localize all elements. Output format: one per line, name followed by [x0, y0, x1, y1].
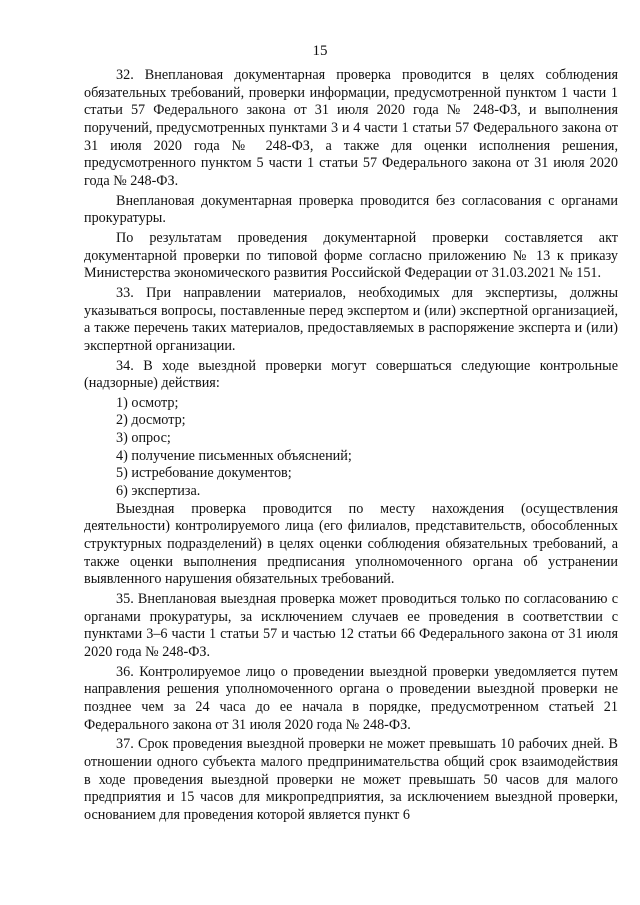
paragraph-37: 37. Срок проведения выездной проверки не может превышать 10 рабочих дней. В отношении одного субъекта малого предпринимательства общий срок взаимодействия в ходе проведения выездной проверки не может превышать 50 часов для малого предприятия и 15 часов для микропредприятия, за исключением выездной проверки, основанием для проведения которой является пункт 6	[84, 736, 618, 823]
paragraph-36: 36. Контролируемое лицо о проведении выездной проверки уведомляется путем направления решения уполномоченного органа о проведении выездной проверки не позднее чем за 24 часа до ее начала в порядке, предусмотренном статьей 21 Федерального закона от 31 июля 2020 года № 248-ФЗ.	[84, 663, 618, 733]
list-item: 5) истребование документов;	[116, 465, 292, 482]
paragraph-inspection-act: По результатам проведения документарной проверки составляется акт документарной проверки по типовой форме согласно приложению № 13 к приказу Министерства экономического развития Российской Федерации от 31.03.2021 № 151.	[84, 229, 618, 282]
paragraph-34: 34. В ходе выездной проверки могут совершаться следующие контрольные (надзорные) действия:	[84, 357, 618, 392]
page-number: 15	[312, 43, 328, 59]
list-item: 3) опрос;	[116, 430, 171, 447]
paragraph-no-prosecutor-approval: Внеплановая документарная проверка проводится без согласования с органами прокуратуры.	[84, 192, 618, 227]
paragraph-35: 35. Внеплановая выездная проверка может проводиться только по согласованию с органами прокуратуры, за исключением случаев ее проведения в соответствии с пунктами 3–6 части 1 статьи 57 и частью 12 статьи 66 Федерального закона от 31 июля 2020 года № 248-ФЗ.	[84, 591, 618, 660]
list-item: 1) осмотр;	[116, 394, 179, 411]
document-body	[84, 67, 618, 827]
list-item: 4) получение письменных объяснений;	[116, 447, 352, 464]
list-item: 6) экспертиза.	[116, 483, 201, 500]
list-item: 2) досмотр;	[116, 412, 186, 429]
paragraph-33: 33. При направлении материалов, необходимых для экспертизы, должны указываться вопросы, поставленные перед экспертом и (или) экспертной организацией, а также перечень таких материалов, предоставляемых в распоряжение эксперта и (или) экспертной организации.	[84, 284, 618, 354]
paragraph-32: 32. Внеплановая документарная проверка проводится в целях соблюдения обязательных требований, проверки информации, предусмотренной пунктом 1 части 1 статьи 57 Федерального закона от 31 июля 2020 года № 248-ФЗ, и выполнения поручений, предусмотренных пунктами 3 и 4 части 1 статьи 57 Федерального закона от 31 июля 2020 года № 248-ФЗ, а также для оценки исполнения решения, предусмотренного пунктом 5 части 1 статьи 57 Федерального закона от 31 июля 2020 года № 248-ФЗ.	[84, 67, 618, 189]
paragraph-onsite-inspection-place: Выездная проверка проводится по месту нахождения (осуществления деятельности) контролируемого лица (его филиалов, представительств, обособленных структурных подразделений) в целях оценки соблюдения обязательных требований, а также оценки выполнения предписания уполномоченного органа об устранении выявленного нарушения обязательных требований.	[84, 500, 618, 588]
